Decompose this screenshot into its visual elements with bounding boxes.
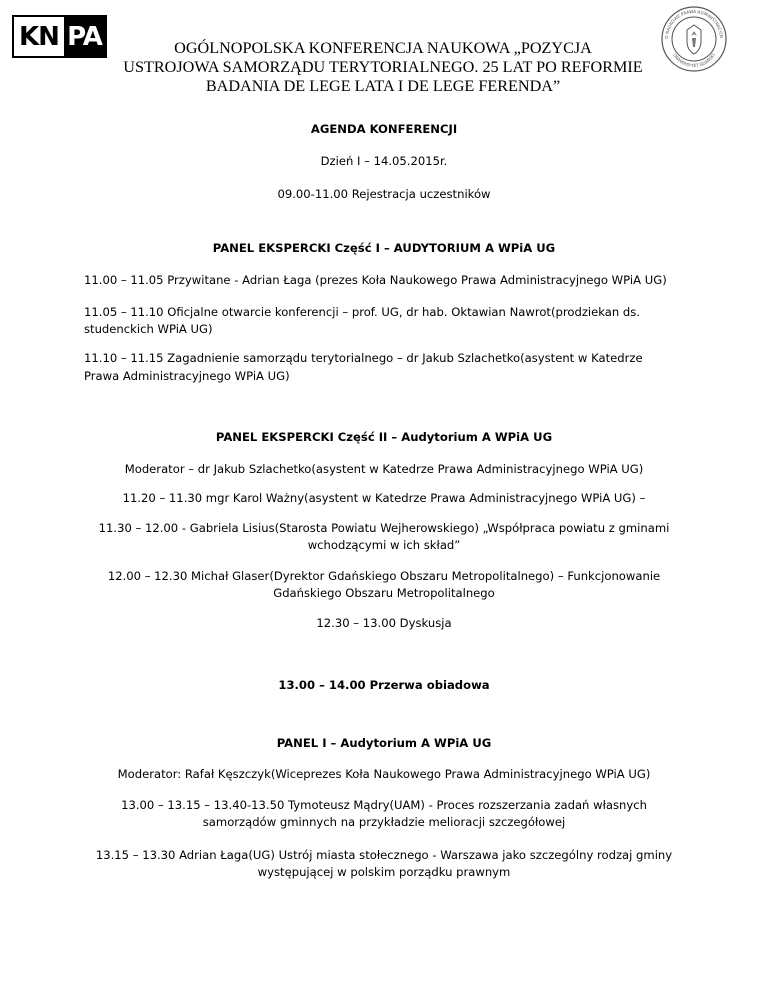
panel-2-heading: PANEL EKSPERCKI Część II – Audytorium A WPiA UG xyxy=(215,430,553,444)
panel-3-moderator: Moderator: Rafał Kęszczyk(Wiceprezes Koła Naukowego Prawa Administracyjnego WPiA UG) xyxy=(117,767,651,781)
panel-1-item-1: 11.00 – 11.05 Przywitane - Adrian Łaga (prezes Koła Naukowego Prawa Administracyjnego WPiA UG) xyxy=(84,273,667,287)
panel-2-item-4: 12.30 – 13.00 Dyskusja xyxy=(316,616,452,630)
panel-1-item-2-line-1: 11.05 – 11.10 Oficjalne otwarcie konferencji – prof. UG, dr hab. Oktawian Nawrot(prodziekan ds. xyxy=(84,305,641,319)
svg-text:KOŁO NAUKOWE PRAWA ADMINISTRAC xyxy=(660,5,724,39)
panel-2-item-2-line-2: wchodzącymi w ich skład” xyxy=(307,538,461,552)
panel-2-item-1: 11.20 – 11.30 mgr Karol Ważny(asystent w Katedrze Prawa Administracyjnego WPiA UG) – xyxy=(122,491,646,505)
panel-2-moderator: Moderator – dr Jakub Szlachetko(asystent w Katedrze Prawa Administracyjnego WPiA UG) xyxy=(124,462,644,476)
seal-bottom-text: UNIWERSYTET GDAŃSKI xyxy=(672,52,716,69)
panel-1-item-3-line-2: Prawa Administracyjnego WPiA UG) xyxy=(84,369,290,383)
panel-3-item-1-line-2: samorządów gminnych na przykładzie melioracji szczegółowej xyxy=(202,815,566,829)
conference-title xyxy=(110,39,656,96)
agenda-day: Dzień I – 14.05.2015r. xyxy=(320,154,448,168)
knpa-logo xyxy=(12,15,107,58)
registration-item: 09.00-11.00 Rejestracja uczestników xyxy=(277,187,491,201)
panel-3-item-2-line-2: występującej w polskim porządku prawnym xyxy=(257,865,511,879)
lunch-break: 13.00 – 14.00 Przerwa obiadowa xyxy=(278,678,490,692)
logo-kn-text: KN xyxy=(14,17,64,56)
title-line-1: OGÓLNOPOLSKA KONFERENCJA NAUKOWA „POZYCJA xyxy=(174,39,592,57)
panel-2-item-3-line-1: 12.00 – 12.30 Michał Glaser(Dyrektor Gdańskiego Obszaru Metropolitalnego) – Funkcjonowanie xyxy=(107,569,661,583)
title-line-2: USTROJOWA SAMORZĄDU TERYTORIALNEGO. 25 LAT PO REFORMIE xyxy=(123,58,643,76)
panel-1-heading: PANEL EKSPERCKI Część I – AUDYTORIUM A WPiA UG xyxy=(212,241,556,255)
agenda-heading: AGENDA KONFERENCJI xyxy=(310,122,458,136)
panel-3-heading: PANEL I – Audytorium A WPiA UG xyxy=(276,736,492,750)
university-seal-icon xyxy=(660,5,728,73)
panel-1-item-2-line-2: studenckich WPiA UG) xyxy=(84,322,213,336)
panel-3-item-2-line-1: 13.15 – 13.30 Adrian Łaga(UG) Ustrój miasta stołecznego - Warszawa jako szczególny rodzaj gminy xyxy=(95,848,673,862)
panel-2-item-3-line-2: Gdańskiego Obszaru Metropolitalnego xyxy=(273,586,495,600)
title-line-3: BADANIA DE LEGE LATA I DE LEGE FERENDA” xyxy=(205,77,561,95)
panel-2-item-2-line-1: 11.30 – 12.00 - Gabriela Lisius(Starosta Powiatu Wejherowskiego) „Współpraca powiatu z gminami xyxy=(98,521,670,535)
panel-1-item-3-line-1: 11.10 – 11.15 Zagadnienie samorządu terytorialnego – dr Jakub Szlachetko(asystent w Katedrze xyxy=(84,351,643,365)
panel-3-item-1-line-1: 13.00 – 13.15 – 13.40-13.50 Tymoteusz Mądry(UAM) - Proces rozszerzania zadań własnych xyxy=(121,798,647,812)
seal-top-text: O NAUKOWE PRAWA ADMINISTRACYJN xyxy=(663,8,725,39)
logo-pa-text: PA xyxy=(64,17,105,56)
